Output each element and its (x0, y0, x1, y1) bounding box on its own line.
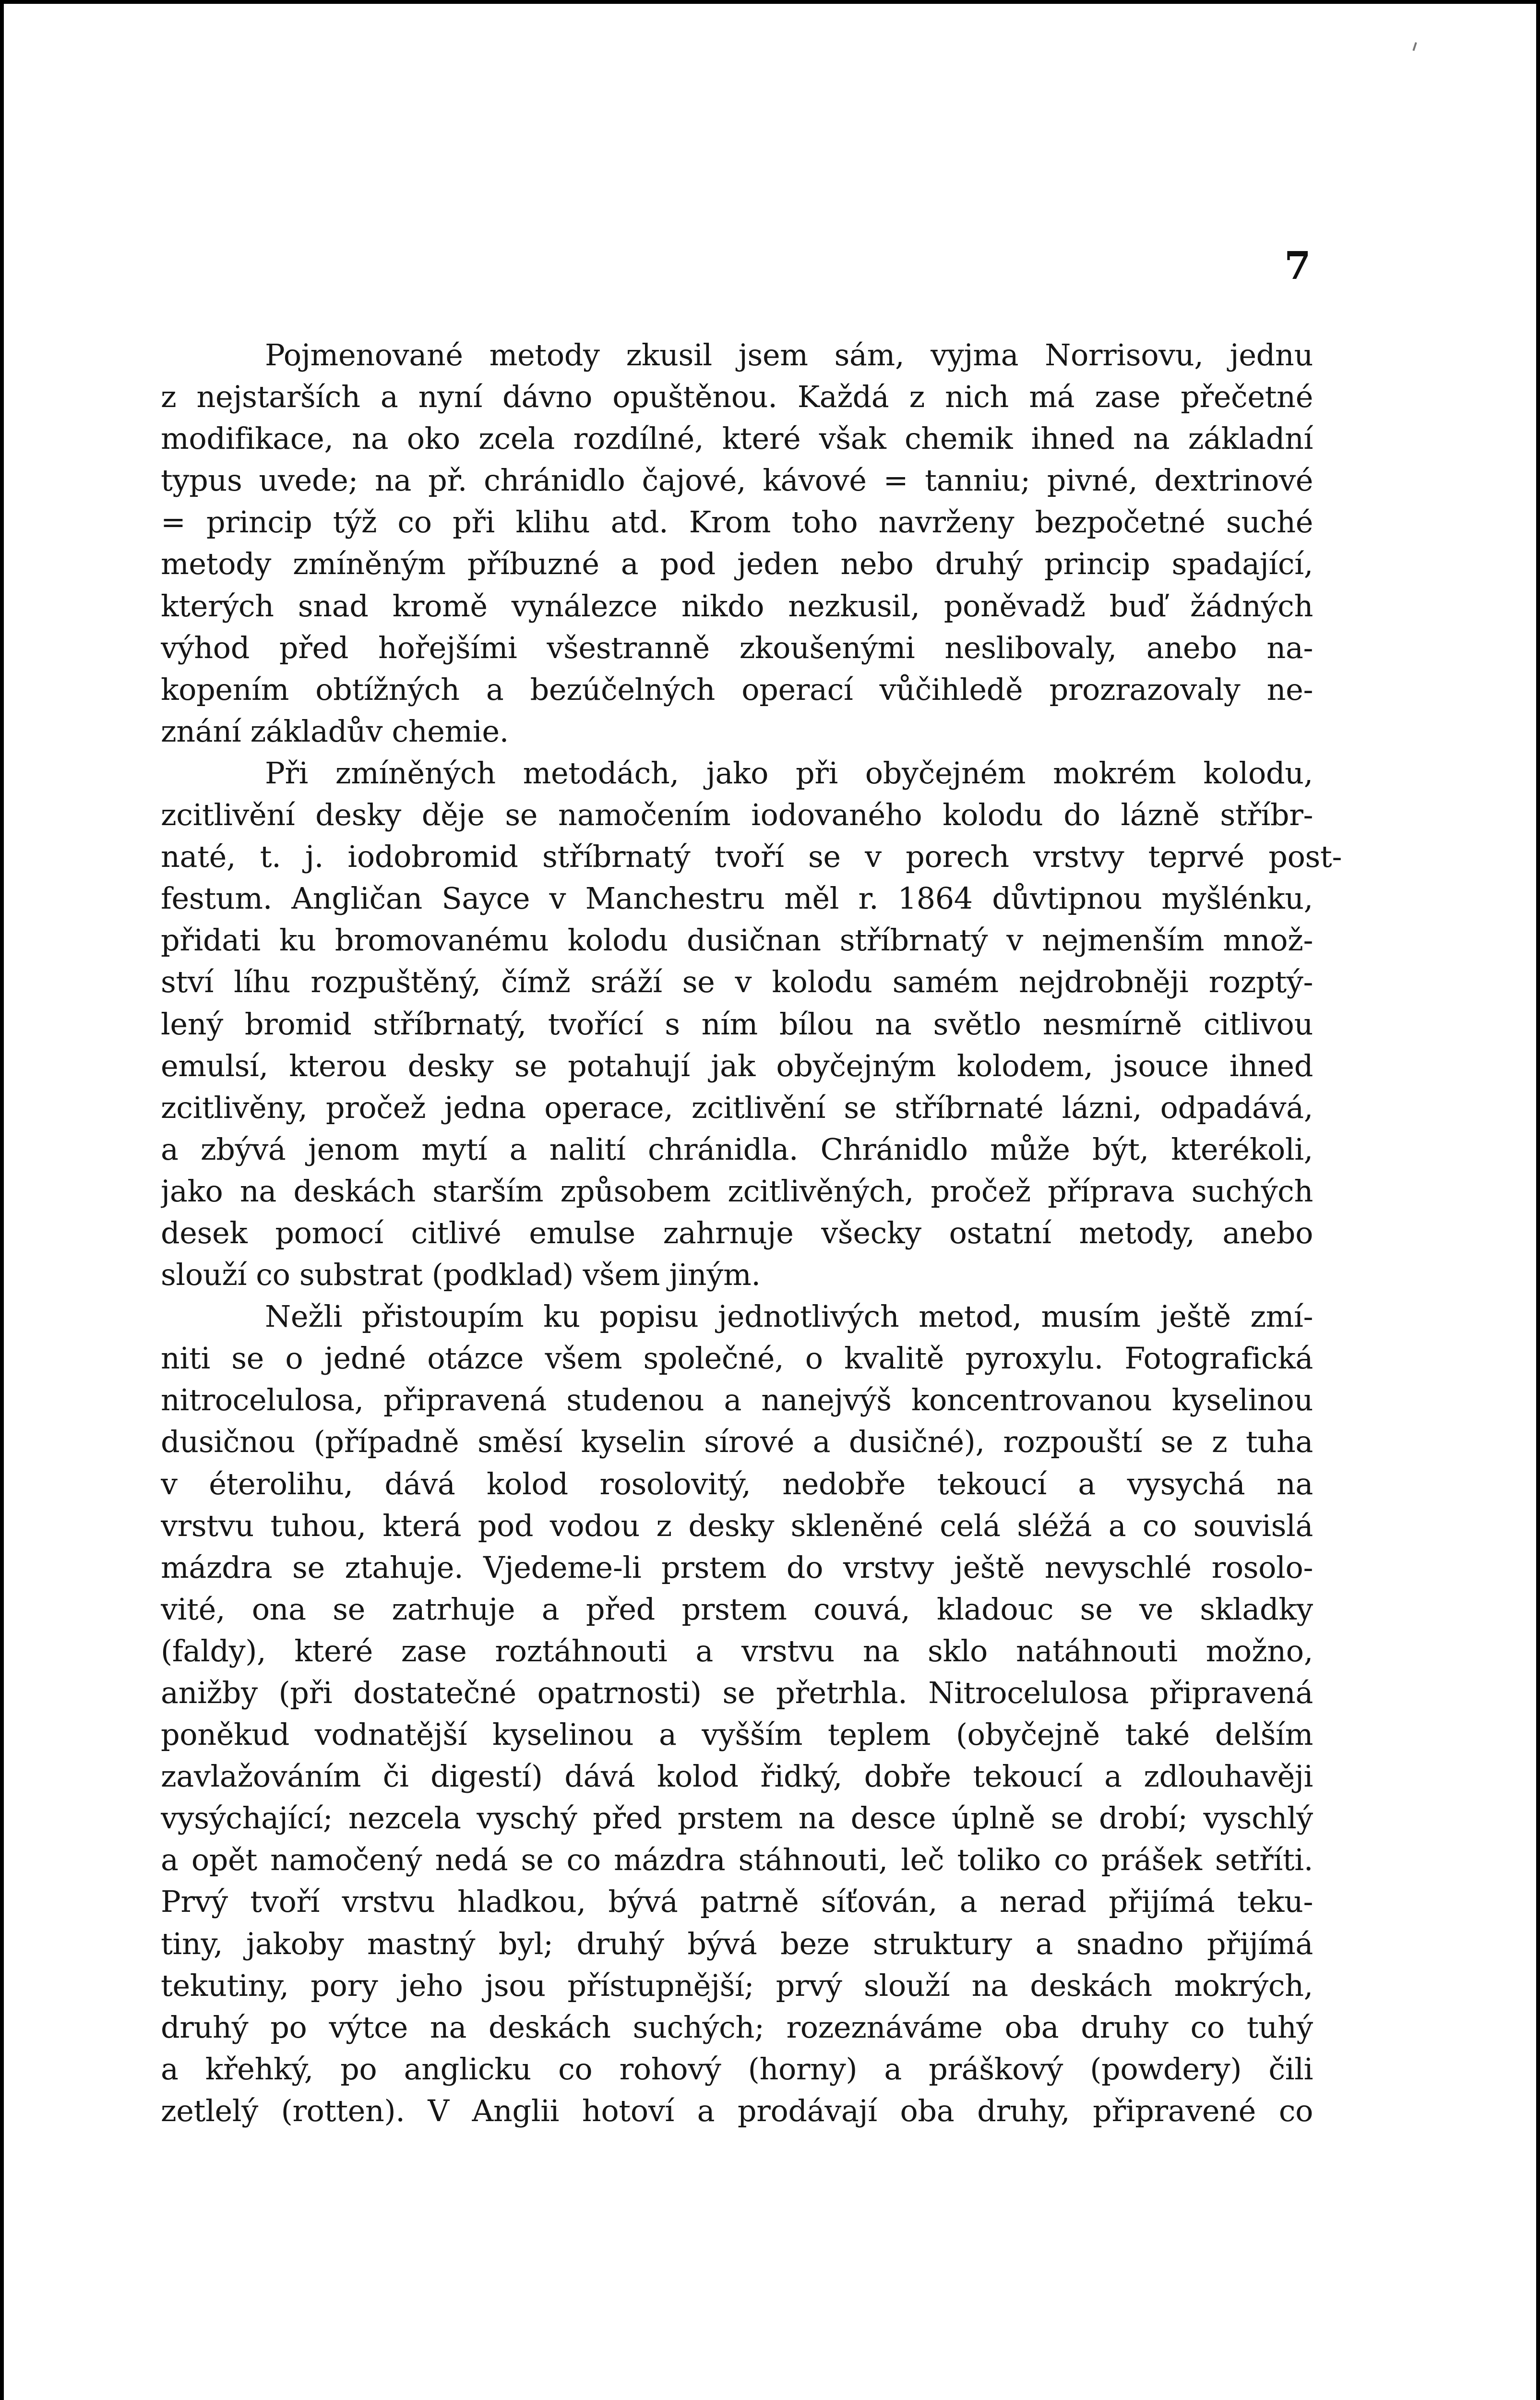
text-line: poněkud vodnatější kyselinou a vyšším teplem (obyčejně také delším (161, 1717, 1313, 1752)
page-number: 7 (1284, 243, 1311, 288)
text-line: výhod před hořejšími všestranně zkoušenými neslibovaly, anebo na- (161, 630, 1313, 665)
text-line: z nejstarších a nyní dávno opuštěnou. Každá z nich má zase přečetné (161, 379, 1313, 415)
text-line: zcitlivěny, pročež jedna operace, zcitlivění se stříbrnaté lázni, odpadává, (161, 1090, 1313, 1125)
scan-artifact (1412, 42, 1417, 51)
text-line: jako na deskách starším způsobem zcitlivěných, pročež příprava suchých (161, 1173, 1313, 1209)
text-line: kterých snad kromě vynálezce nikdo nezkusil, poněvadž buď žádných (161, 588, 1313, 624)
text-line: anižby (při dostatečné opatrnosti) se přetrhla. Nitrocelulosa připravená (161, 1675, 1313, 1710)
text-line: desek pomocí citlivé emulse zahrnuje všecky ostatní metody, anebo (161, 1215, 1313, 1250)
text-line: kopením obtížných a bezúčelných operací vůčihledě prozrazovaly ne- (161, 672, 1313, 707)
text-line: znání základův chemie. (161, 713, 509, 749)
text-line: vrstvu tuhou, která pod vodou z desky skleněné celá sléžá a co souvislá (161, 1508, 1313, 1543)
text-line: tiny, jakoby mastný byl; druhý bývá beze struktury a snadno přijímá (161, 1926, 1313, 1961)
text-line: slouží co substrat (podklad) všem jiným. (161, 1257, 761, 1293)
text-line: mázdra se ztahuje. Vjedeme-li prstem do vrstvy ještě nevyschlé rosolo- (161, 1549, 1313, 1585)
text-line: přidati ku bromovanému kolodu dusičnan stříbrnatý v nejmenším množ- (161, 923, 1313, 958)
text-line: modifikace, na oko zcela rozdílné, které však chemik ihned na základní (161, 421, 1313, 456)
text-line: metody zmíněným příbuzné a pod jeden nebo druhý princip spadající, (161, 546, 1313, 582)
text-line: a křehký, po anglicku co rohový (horny) a práškový (powdery) čili (161, 2051, 1313, 2087)
text-line: festum. Angličan Sayce v Manchestru měl r. 1864 důvtipnou myšlénku, (161, 881, 1313, 916)
text-line: druhý po výtce na deskách suchých; rozeznáváme oba druhy co tuhý (161, 2009, 1313, 2045)
text-line: zcitlivění desky děje se namočením iodovaného kolodu do lázně stříbr- (161, 797, 1313, 833)
text-line: vité, ona se zatrhuje a před prstem couvá, kladouc se ve skladky (161, 1591, 1313, 1627)
text-line: dusičnou (případně směsí kyselin sírové a dusičné), rozpouští se z tuha (161, 1424, 1313, 1460)
text-line: typus uvede; na př. chránidlo čajové, kávové = tanniu; pivné, dextrinové (161, 463, 1313, 498)
text-line: zetlelý (rotten). V Anglii hotoví a prodávají oba druhy, připravené co (161, 2093, 1313, 2128)
text-line: v éterolihu, dává kolod rosolovitý, nedobře tekoucí a vysychá na (161, 1466, 1313, 1501)
text-line: a zbývá jenom mytí a nalití chránidla. Chránidlo může být, kterékoli, (161, 1131, 1313, 1167)
text-line: Pojmenované metody zkusil jsem sám, vyjma Norrisovu, jednu (265, 337, 1313, 372)
text-line: tekutiny, pory jeho jsou přístupnější; prvý slouží na deskách mokrých, (161, 1968, 1313, 2003)
text-line: naté, t. j. iodobromid stříbrnatý tvoří se v porech vrstvy teprvé post- (161, 839, 1342, 875)
text-line: niti se o jedné otázce všem společné, o kvalitě pyroxylu. Fotografická (161, 1341, 1313, 1376)
text-line: ství líhu rozpuštěný, čímž sráží se v kolodu samém nejdrobněji rozptý- (161, 964, 1313, 1000)
text-line: nitrocelulosa, připravená studenou a nanejvýš koncentrovanou kyselinou (161, 1382, 1313, 1418)
text-line: Při zmíněných metodách, jako při obyčejném mokrém kolodu, (265, 755, 1313, 791)
text-line: vysýchající; nezcela vyschý před prstem na desce úplně se drobí; vyschlý (161, 1800, 1313, 1836)
text-line: Nežli přistoupím ku popisu jednotlivých metod, musím ještě zmí- (265, 1299, 1313, 1334)
text-line: lený bromid stříbrnatý, tvořící s ním bílou na světlo nesmírně citlivou (161, 1006, 1313, 1042)
text-line: (faldy), které zase roztáhnouti a vrstvu na sklo natáhnouti možno, (161, 1633, 1313, 1668)
text-line: Prvý tvoří vrstvu hladkou, bývá patrně síťován, a nerad přijímá teku- (161, 1884, 1313, 1920)
text-line: emulsí, kterou desky se potahují jak obyčejným kolodem, jsouce ihned (161, 1048, 1313, 1083)
text-line: a opět namočený nedá se co mázdra stáhnouti, leč toliko co prášek setříti. (161, 1842, 1313, 1878)
book-page (4, 4, 1536, 2400)
body-text (161, 334, 1342, 2132)
text-line: = princip týž co při klihu atd. Krom toho navrženy bezpočetné suché (161, 504, 1313, 540)
text-line: zavlažováním či digestí) dává kolod řidký, dobře tekoucí a zdlouhavěji (161, 1759, 1313, 1794)
